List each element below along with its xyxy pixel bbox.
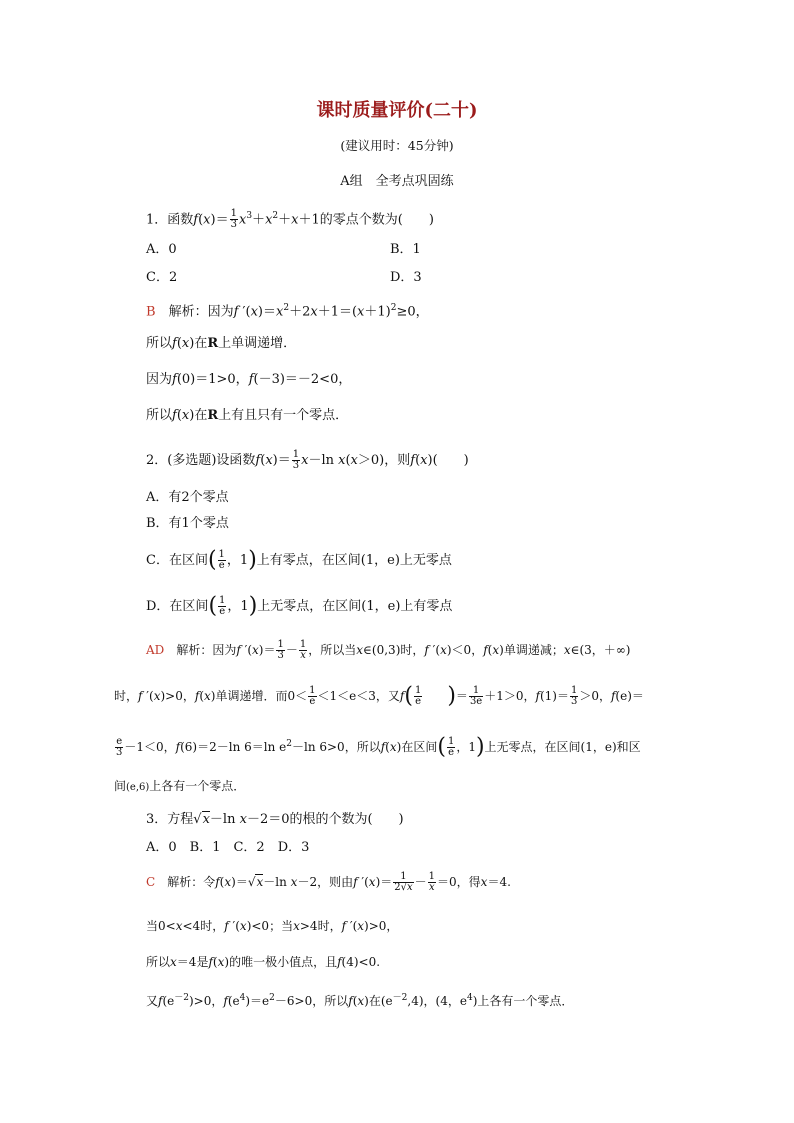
q1-solution-line4: 所以f(x)在R上有且只有一个零点． [146,408,349,423]
page-title: 课时质量评价(二十) [316,100,478,121]
q2-option-b: B．有1个零点 [146,516,229,531]
q1-stem: 1．函数f(x)＝ $\frac{1}{3}$ $x^3+x^2+x+1$的零点个数为( ) [146,208,434,231]
q2-solution-line1: AD 解析：因为f ′(x)＝ $\frac{1}{3}$ － $\frac{1}{x}$ ，所以当x∈(0,3)时，f ′(x)＜0，f(x)单调递减；x∈(3，＋∞) [146,639,631,661]
q1-solution-line2: 所以f(x)在R上单调递增． [146,336,297,351]
q2-stem: 2．(多选题)设函数f(x)＝ $\frac{1}{3}$ x－ln x(x＞0)，则f(x)( ) [146,449,469,471]
q1-option-d: D．3 [390,270,422,285]
group-heading: A组 全考点巩固练 [340,174,454,189]
q3-solution-line3: 所以x＝4是f(x)的唯一极小值点，且f(4)<0. [146,955,381,969]
q2-solution-line4: 间(e,6)上各有一个零点． [114,779,246,793]
q3-solution-line2: 当0<x<4时，f ′(x)<0；当x>4时，f ′(x)>0， [146,919,399,933]
q3-options: A．0 B．1 C．2 D．3 [146,840,310,855]
q2-answer: AD [146,643,165,657]
q2-option-c: C．在区间( $\frac{1}{e}$ ，1)上有零点，在区间(1，e)上无零点 [146,547,452,573]
q3-stem: 3．方程√x－ln x－2＝0的根的个数为( ) [146,812,404,827]
q3-answer: C [146,875,156,889]
q3-solution-line1: C 解析：令f(x)＝√x－ln x－2，则由f ′(x)＝ $\frac{1}{2√x}$ － $\frac{1}{x}$ ＝0，得x＝4. [146,871,511,893]
q3-solution-line4: 又$f(e^{-2})>0$，$f(e^4)=e^2-6>0$，所以f(x)在$(e^{-2},4)$，(4，$e^4$)上各有一个零点． [146,993,574,1008]
q2-solution-line2: 时，f ′(x)>0，f(x)单调递增．而0＜ $\frac{1}{e}$ ＜1＜e＜3，又f( $\frac{1}{e}$ )＝ $\frac{1}{3e}$ ＋1＞0，f(1)＝ $\frac{1}{3}$ ＞0，f(e)＝ [114,683,644,709]
q1-answer: B [146,304,156,320]
q1-option-c: C．2 [146,270,178,285]
q1-solution-line3: 因为f(0)＝1>0，f(－3)＝－2<0， [146,372,352,387]
q2-option-d: D．在区间( $\frac{1}{e}$ ，1)上无零点，在区间(1，e)上有零点 [146,593,453,619]
q2-option-a: A．有2个零点 [146,490,229,505]
q2-solution-line3: $\frac{e}{3}$ －1＜0，f(6)＝2－ln 6＝ln $e^2-\ln$ 6>0，所以f(x)在区间( $\frac{1}{e}$ ，1)上无零点，在区间(1，e)和区 [116,734,641,760]
q1-solution-line1: B 解析：因为f $'(x)=x^2+2x+1=(x+1)^2\ge 0$， [146,303,429,320]
time-hint: (建议用时：45分钟) [340,138,454,153]
q1-option-b: B．1 [390,242,421,257]
q1-option-a: A．0 [146,242,177,257]
